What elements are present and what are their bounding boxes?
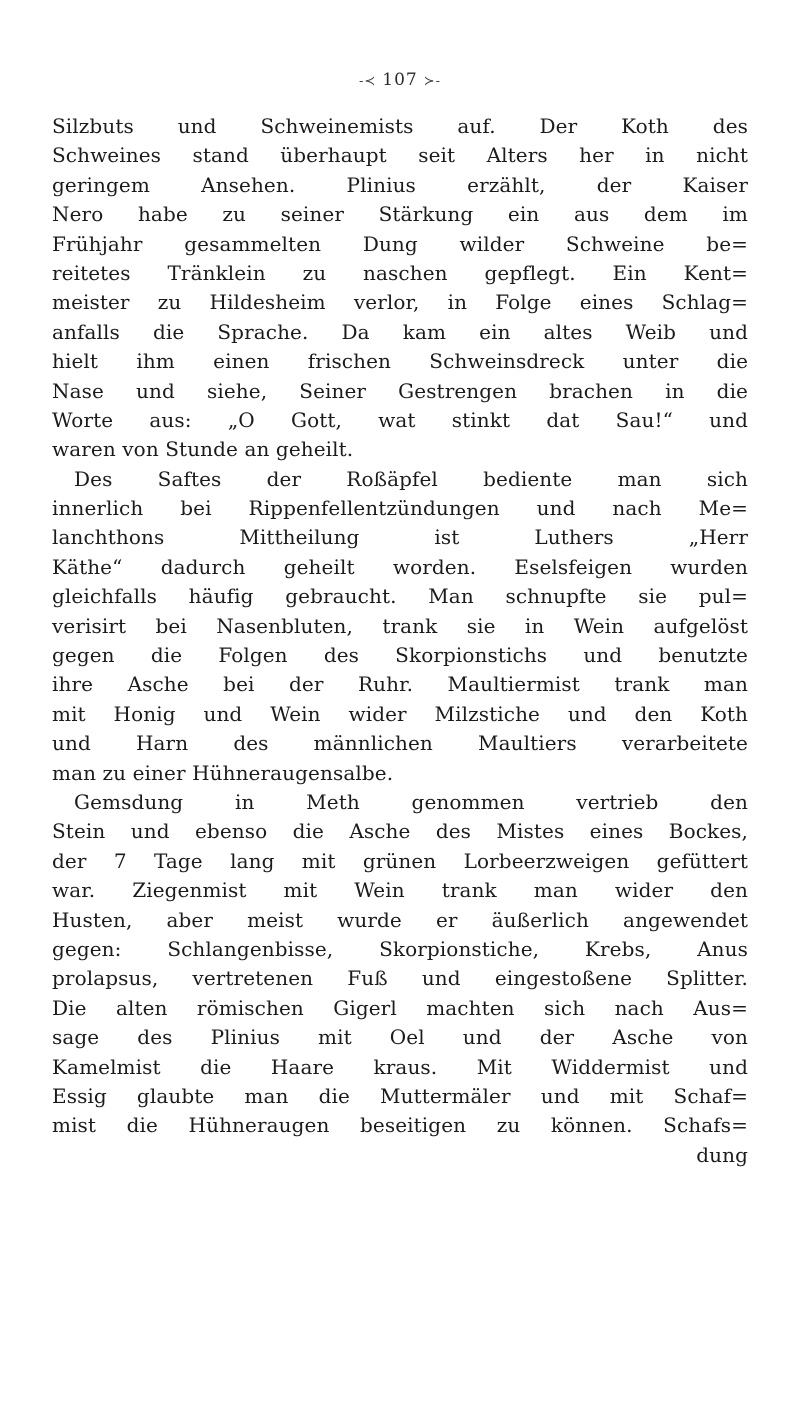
text-line: hielt ihm einen frischen Schweinsdreck unter die [52, 349, 748, 374]
text-line: lanchthons Mittheilung ist Luthers „Herr [52, 525, 748, 550]
page-number: 107 [382, 70, 418, 90]
text-line: reitetes Tränklein zu naschen gepflegt. Ein Kent= [52, 260, 748, 285]
page-header [0, 70, 800, 90]
ornament-right: ≻- [423, 74, 442, 89]
text-line: waren von Stunde an geheilt. [52, 437, 354, 462]
text-line: ihre Asche bei der Ruhr. Maultiermist trank man [52, 672, 748, 697]
text-line: Des Saftes der Roßäpfel bediente man sich [74, 466, 748, 491]
text-line: meister zu Hildesheim verlor, in Folge eines Schlag= [52, 290, 748, 315]
text-line: prolapsus, vertretenen Fuß und eingestoßene Splitter. [52, 966, 748, 991]
body-text [52, 112, 748, 1170]
text-line: Schweines stand überhaupt seit Alters her in nicht [52, 143, 748, 168]
text-line: gegen: Schlangenbisse, Skorpionstiche, Krebs, Anus [52, 936, 748, 961]
text-line: Kamelmist die Haare kraus. Mit Widdermist und [52, 1054, 748, 1079]
catchword: dung [696, 1142, 748, 1167]
text-line: innerlich bei Rippenfellentzündungen und nach Me= [52, 496, 748, 521]
text-line: Husten, aber meist wurde er äußerlich angewendet [52, 907, 748, 932]
text-line: anfalls die Sprache. Da kam ein altes Weib und [52, 319, 748, 344]
text-line: Gemsdung in Meth genommen vertrieb den [74, 789, 748, 814]
text-line: war. Ziegenmist mit Wein trank man wider den [52, 878, 748, 903]
text-line: mist die Hühneraugen beseitigen zu können. Schafs= [52, 1113, 748, 1138]
text-line: Frühjahr gesammelten Dung wilder Schweine be= [52, 231, 748, 256]
text-line: Nase und siehe, Seiner Gestrengen brachen in die [52, 378, 748, 403]
text-line: verisirt bei Nasenbluten, trank sie in Wein aufgelöst [52, 613, 748, 638]
text-line: Worte aus: „O Gott, wat stinkt dat Sau!“ und [52, 407, 748, 432]
text-line: geringem Ansehen. Plinius erzählt, der Kaiser [52, 172, 748, 197]
text-line: Die alten römischen Gigerl machten sich nach Aus= [52, 995, 748, 1020]
text-line: gleichfalls häufig gebraucht. Man schnupfte sie pul= [52, 584, 748, 609]
text-line: und Harn des männlichen Maultiers verarbeitete [52, 731, 748, 756]
text-line: Stein und ebenso die Asche des Mistes eines Bockes, [52, 819, 748, 844]
ornament-left: -≺ [358, 74, 377, 89]
text-line: mit Honig und Wein wider Milzstiche und den Koth [52, 701, 748, 726]
text-line: Nero habe zu seiner Stärkung ein aus dem im [52, 202, 748, 227]
text-line: sage des Plinius mit Oel und der Asche von [52, 1025, 748, 1050]
text-line: Essig glaubte man die Muttermäler und mit Schaf= [52, 1083, 748, 1108]
text-line: gegen die Folgen des Skorpionstichs und benutzte [52, 643, 748, 668]
text-line: man zu einer Hühneraugensalbe. [52, 760, 394, 785]
text-line: Käthe“ dadurch geheilt worden. Eselsfeigen wurden [52, 554, 748, 579]
text-line: Silzbuts und Schweinemists auf. Der Koth des [52, 114, 748, 138]
text-line: der 7 Tage lang mit grünen Lorbeerzweigen gefüttert [52, 848, 748, 873]
